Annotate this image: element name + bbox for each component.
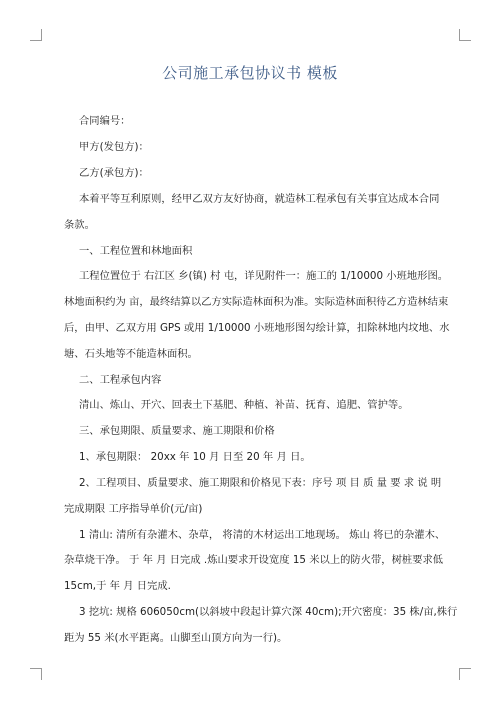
- preamble-line-1: 本着平等互利原则，经甲乙双方友好协商，就造林工程承包有关事宜达成本合同: [79, 193, 440, 205]
- crop-mark-top-left: [30, 29, 42, 41]
- contract-number-label: 合同编号：: [79, 115, 131, 127]
- party-a-label: 甲方(发包方)：: [79, 141, 149, 153]
- crop-mark-top-right: [459, 29, 471, 41]
- item-2-line-1: 2、工程项目、质量要求、施工期限和价格见下表：序号 项 目 质 量 要 求 说 明: [79, 477, 442, 489]
- section-1-line-1: 工程位置位于 右江区 乡(镇) 村 屯，详见附件一：施工的 1/10000 小班地形图。: [79, 270, 449, 282]
- clearing-line-1: 1 清山: 清所有杂灌木、杂草， 将清的木材运出工地现场。 炼山 将已的杂灌木、: [79, 529, 446, 541]
- clearing-line-3: 15cm,于 年 月 日完成.: [64, 580, 171, 592]
- section-2-line-1: 清山、炼山、开穴、回表土下基肥、种植、补苗、抚育、追肥、管护等。: [79, 399, 409, 411]
- section-1-line-4: 塘、石头地等不能造林面积。: [64, 348, 198, 360]
- item-2-line-2: 完成期限 工序指导单价(元/亩): [64, 503, 203, 515]
- crop-mark-bottom-right: [459, 668, 471, 680]
- section-1-line-3: 后，由甲、乙双方用 GPS 或用 1/10000 小班地形图勾绘计算，扣除林地内坟地、水: [64, 322, 450, 334]
- section-heading-2: 二、工程承包内容: [79, 374, 162, 386]
- digging-line-2: 距为 55 米(水平距离。山脚至山顶方向为一行)。: [64, 632, 288, 644]
- crop-mark-bottom-left: [30, 668, 42, 680]
- party-b-label: 乙方(承包方)：: [79, 167, 149, 179]
- section-1-line-2: 林地面积约为 亩，最终结算以乙方实际造林面积为准。实际造林面积待乙方造林结束: [64, 296, 449, 308]
- preamble-line-2: 条款。: [64, 219, 95, 231]
- digging-line-1: 3 挖坑: 规格 606050cm(以斜坡中段起计算穴深 40cm);开穴密度：35 株/亩,株行: [79, 606, 458, 618]
- item-1-term: 1、承包期限： 20xx 年 10 月 日至 20 年 月 日。: [79, 451, 311, 463]
- clearing-line-2: 杂草烧干净。 于 年 月 日完成 .炼山要求开设宽度 15 米以上的防火带，树桩要求低: [64, 554, 444, 566]
- document-title: 公司施工承包协议书 模板: [162, 64, 338, 82]
- section-heading-3: 三、承包期限、质量要求、施工期限和价格: [79, 425, 275, 437]
- section-heading-1: 一、工程位置和林地面积: [79, 245, 193, 257]
